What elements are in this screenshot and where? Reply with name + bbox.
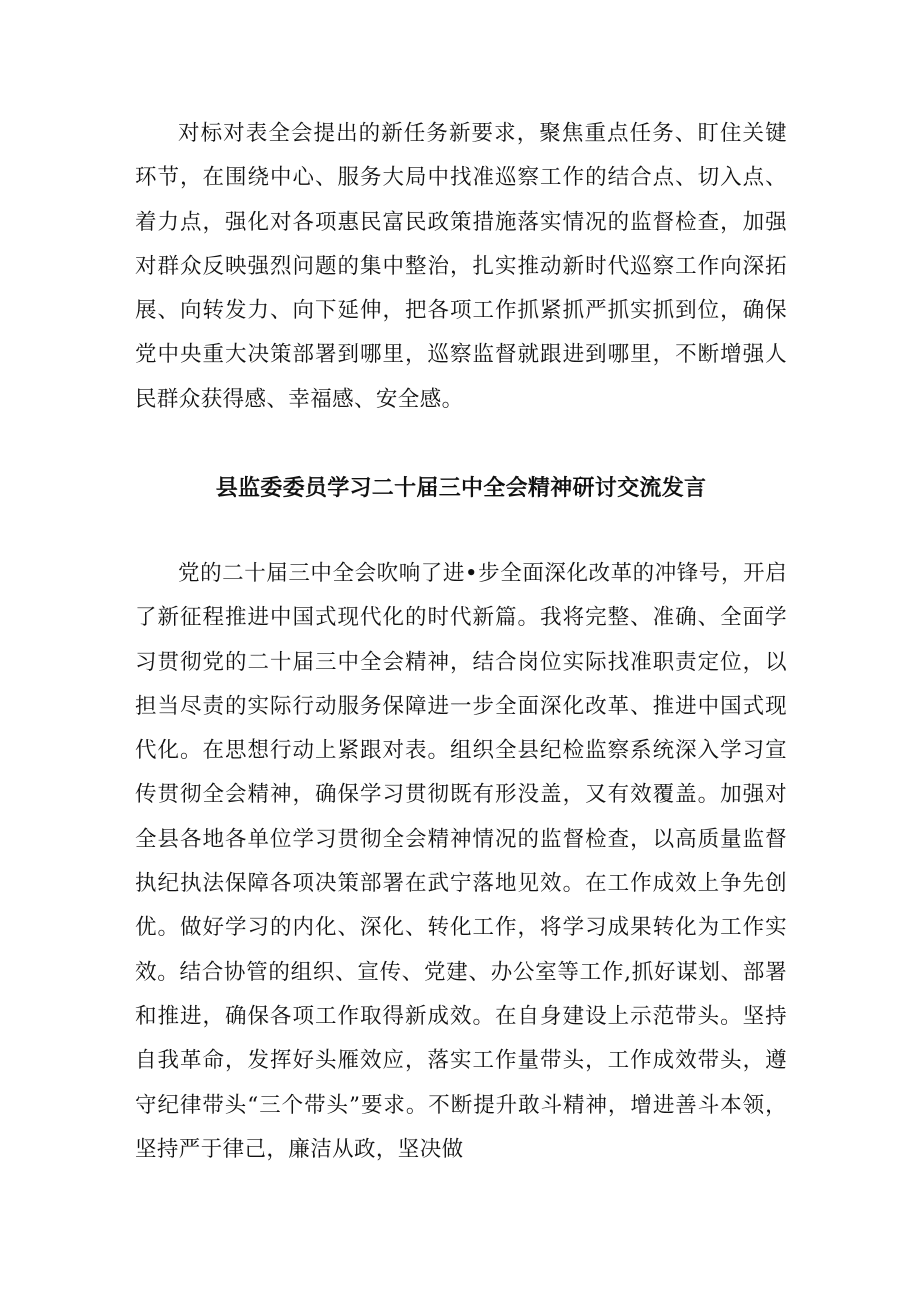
paragraph-1: 对标对表全会提出的新任务新要求，聚焦重点任务、盯住关键环节，在围绕中心、服务大局中找准巡察工作的结合点、切入点、着力点，强化对各项惠民富民政策措施落实情况的监督检查，加强对群众反映强烈问题的集中整治，扎实推动新时代巡察工作向深拓展、向转发力、向下延伸，把各项工作抓紧抓严抓实抓到位，确保党中央重大决策部署到哪里，巡察监督就跟进到哪里，不断增强人民群众获得感、幸福感、安全感。 xyxy=(135,121,787,412)
paragraph-2: 党的二十届三中全会吹响了进•步全面深化改革的冲锋号，开启了新征程推进中国式现代化的时代新篇。我将完整、准确、全面学习贯彻党的二十届三中全会精神，结合岗位实际找准职责定位，以担当尽责的实际行动服务保障进一步全面深化改革、推进中国式现代化。在思想行动上紧跟对表。组织全县纪检监察系统深入学习宣传贯彻全会精神，确保学习贯彻既有形没盖，又有效覆盖。加强对全县各地各单位学习贯彻全会精神情况的监督检查，以高质量监督执纪执法保障各项决策部署在武宁落地见效。在工作成效上争先创优。做好学习的内化、深化、转化工作，将学习成果转化为工作实效。结合协管的组织、宣传、党建、办公室等工作,抓好谋划、部署和推进，确保各项工作取得新成效。在自身建设上示范带头。坚持自我革命，发挥好头雁效应，落实工作量带头，工作成效带头，遵守纪律带头“三个带头”要求。不断提升敢斗精神，增进善斗本领，坚持严于律己，廉洁从政，坚决做 xyxy=(135,561,787,1162)
section-heading: 县监委委员学习二十届三中全会精神研讨交流发言 xyxy=(215,475,707,501)
